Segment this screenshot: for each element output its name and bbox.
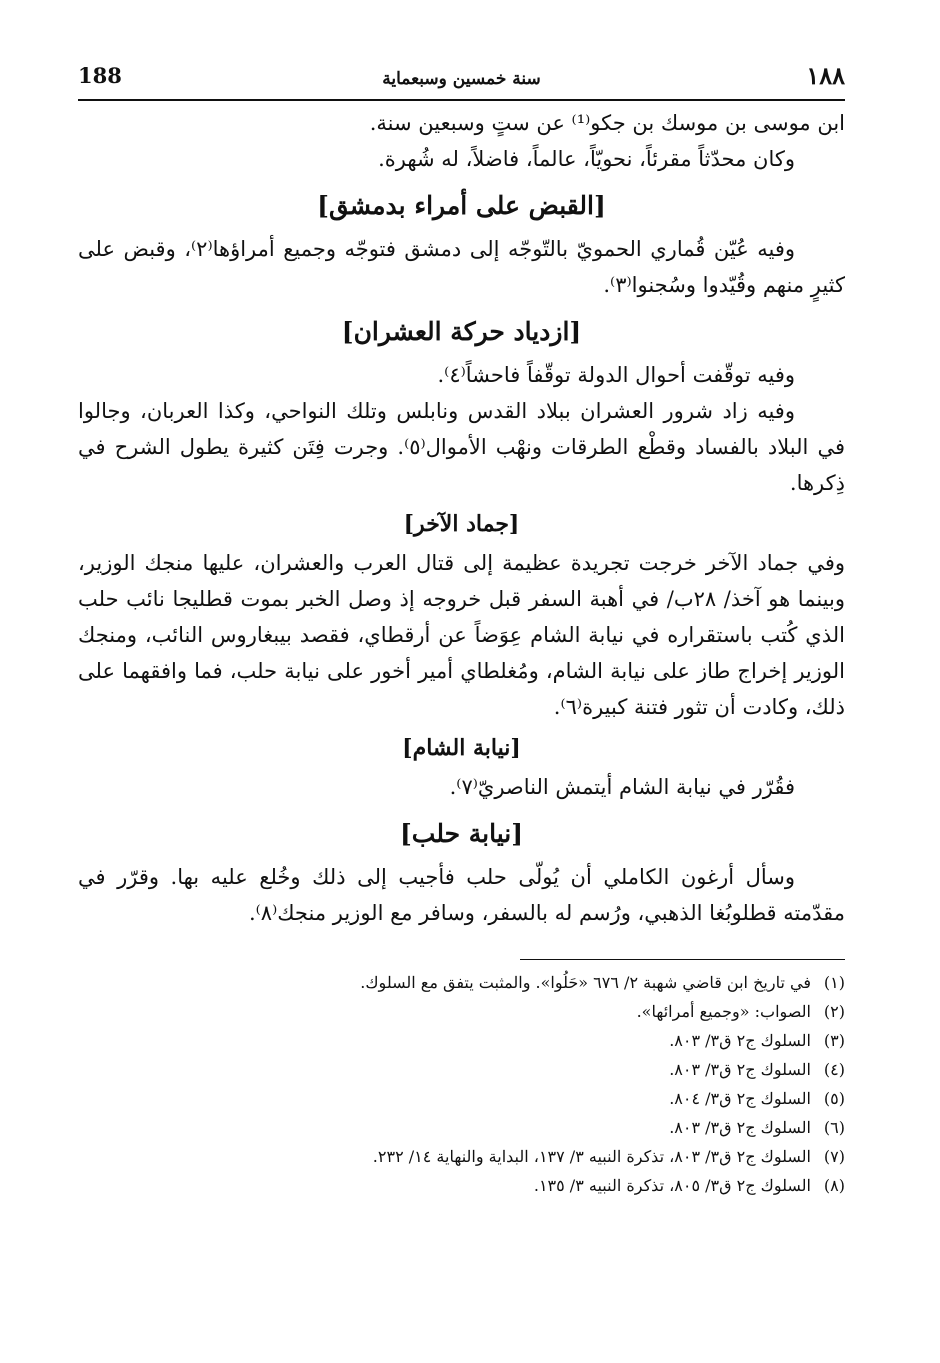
footnote-number: (٣) bbox=[823, 1031, 845, 1050]
footnote-number: (٨) bbox=[823, 1176, 845, 1195]
footnote-number: (١) bbox=[823, 973, 845, 992]
main-text bbox=[78, 105, 845, 931]
footnotes bbox=[78, 968, 845, 1200]
footnote bbox=[78, 1171, 845, 1200]
paragraph: وفيه عُيّن قُماري الحمويّ بالتّوجّه إلى دمشق فتوجّه وجميع أمراؤها⁽٢⁾، وقبض على كثيرٍ منهم وقُيّدوا وسُجنوا⁽٣⁾. bbox=[78, 237, 845, 297]
running-title: سنة خمسين وسبعماية bbox=[382, 69, 541, 89]
footnote-separator bbox=[520, 959, 845, 960]
footnote-text: السلوك ج٢ ق٣/ ٨٠٥، تذكرة النبيه ٣/ ١٣٥. bbox=[533, 1176, 811, 1195]
page-number-arabic: ١٨٨ bbox=[806, 61, 845, 90]
footnote bbox=[78, 968, 845, 997]
footnote-text: في تاريخ ابن قاضي شهبة ٢/ ٦٧٦ «حَلُوا». والمثبت يتفق مع السلوك. bbox=[360, 973, 811, 992]
footnote-number: (٢) bbox=[823, 1002, 845, 1021]
paragraph: وكان محدّثاً مقرئاً، نحويّاً، عالماً، فاضلاً، له شُهرة. bbox=[378, 147, 795, 171]
footnote-text: السلوك ج٢ ق٣/ ٨٠٣. bbox=[669, 1031, 811, 1050]
footnote bbox=[78, 1084, 845, 1113]
footnote-text: الصواب: «وجميع أمرائها». bbox=[636, 1002, 811, 1021]
footnote-text: السلوك ج٢ ق٣/ ٨٠٣، تذكرة النبيه ٣/ ١٣٧، البداية والنهاية ١٤/ ٢٣٢. bbox=[372, 1147, 811, 1166]
footnote bbox=[78, 997, 845, 1026]
section-heading: [جماد الآخر] bbox=[403, 511, 520, 537]
footnote-text: السلوك ج٢ ق٣/ ٨٠٤. bbox=[669, 1089, 811, 1108]
section-heading: [نيابة حلب] bbox=[399, 819, 524, 848]
footnote-text: السلوك ج٢ ق٣/ ٨٠٣. bbox=[669, 1060, 811, 1079]
paragraph: فقُرّر في نيابة الشام أيتمش الناصريّ⁽٧⁾. bbox=[449, 775, 795, 799]
section-heading: [القبض على أمراء بدمشق] bbox=[317, 191, 606, 220]
footnote-number: (٦) bbox=[823, 1118, 845, 1137]
section-heading: [ازدياد حركة العشران] bbox=[341, 317, 582, 346]
page-header bbox=[78, 55, 845, 101]
footnote-number: (٤) bbox=[823, 1060, 845, 1079]
footnote-number: (٥) bbox=[823, 1089, 845, 1108]
paragraph: وفي جماد الآخر خرجت تجريدة عظيمة إلى قتال العرب والعشران، عليها منجك الوزير، وبينما هو آخذ/ ٢٨ب/ في أهبة السفر قبل خروجه إذ وصل الخبر بموت قطليجا نائب حلب الذي كُتب باستقراره في نيابة الشام عِوَضاً عن أرقطاي، فقصد بيبغاروس النائب، ومنجك الوزير إخراج طاز على نيابة الشام، ومُغلطاي أمير أخور على نيابة حلب، فما وافقهما على ذلك، وكادت أن تثور فتنة كبيرة⁽٦⁾. bbox=[78, 551, 845, 719]
paragraph: وسأل أرغون الكاملي أن يُولّى حلب فأجيب إلى ذلك وخُلع عليه بها. وقرّر في مقدّمته قطلوبُغا الذهبي، ورُسم له بالسفر، وسافر مع الوزير منجك⁽٨⁾. bbox=[78, 865, 845, 925]
footnote bbox=[78, 1026, 845, 1055]
footnote bbox=[78, 1055, 845, 1084]
footnote-number: (٧) bbox=[823, 1147, 845, 1166]
footnote bbox=[78, 1113, 845, 1142]
section-heading: [نيابة الشام] bbox=[402, 735, 521, 761]
paragraph: وفيه زاد شرور العشران ببلاد القدس ونابلس وتلك النواحي، وكذا العربان، وجالوا في البلاد بالفساد وقطْع الطرقات ونهْب الأموال⁽٥⁾. وجرت فِتَن كثيرة يطول الشرح في ذِكرها. bbox=[78, 399, 845, 495]
footnote bbox=[78, 1142, 845, 1171]
footnote-text: السلوك ج٢ ق٣/ ٨٠٣. bbox=[669, 1118, 811, 1137]
paragraph: ابن موسى بن موسك بن جكو⁽¹⁾ عن ستٍ وسبعين سنة. bbox=[369, 111, 845, 135]
paragraph: وفيه توقّفت أحوال الدولة توقّفاً فاحشاً⁽٤⁾. bbox=[437, 363, 795, 387]
page-number-latin: 188 bbox=[78, 63, 122, 88]
